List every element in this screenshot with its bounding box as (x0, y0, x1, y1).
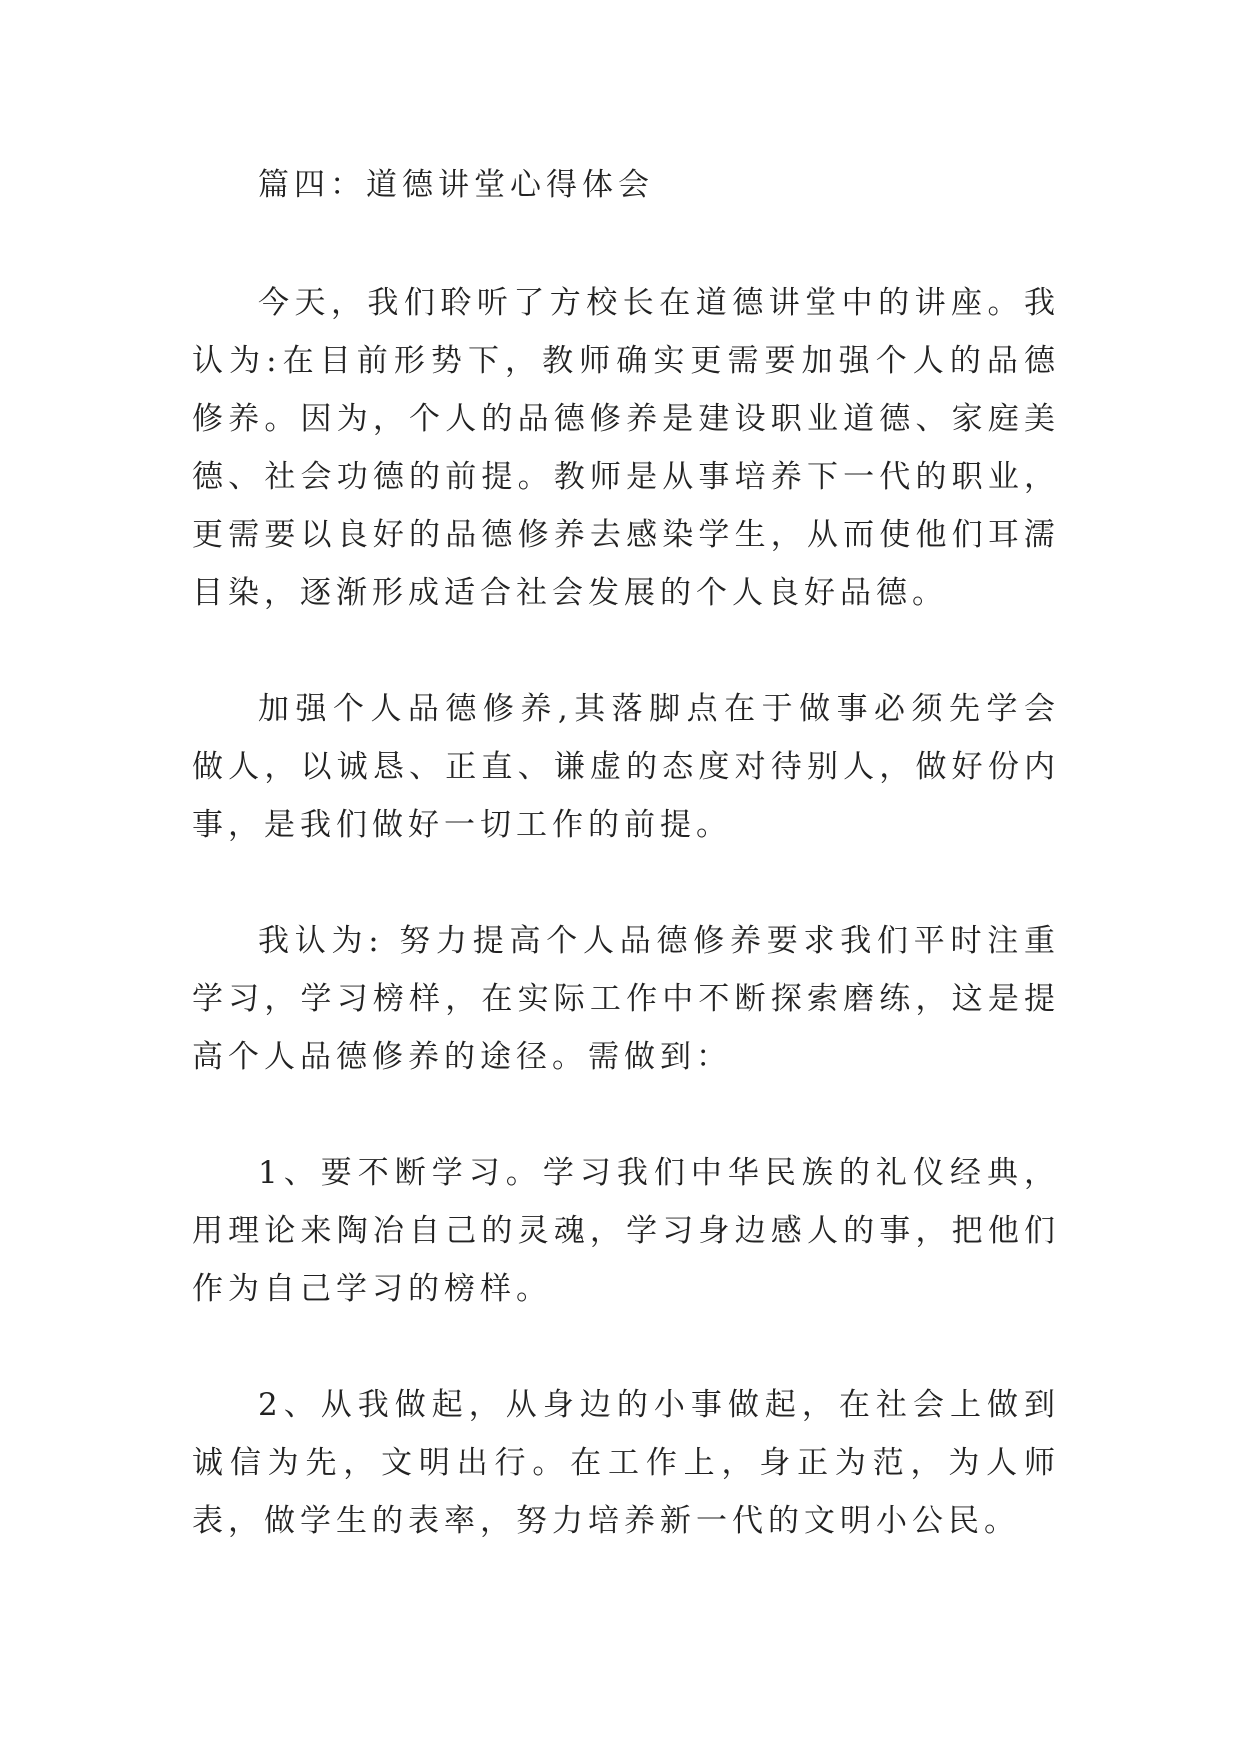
paragraph-1: 今天，我们聆听了方校长在道德讲堂中的讲座。我认为:在目前形势下，教师确实更需要加强个人的品德修养。因为，个人的品德修养是建设职业道德、家庭美德、社会功德的前提。教师是从事培养下一代的职业，更需要以良好的品德修养去感染学生，从而使他们耳濡目染，逐渐形成适合社会发展的个人良好品德。 (192, 285, 1060, 611)
spacer (192, 622, 1060, 680)
spacer (192, 1086, 1060, 1144)
spacer (192, 1318, 1060, 1376)
paragraph-5: 2、从我做起，从身边的小事做起，在社会上做到诚信为先，文明出行。在工作上，身正为范，为人师表，做学生的表率，努力培养新一代的文明小公民。 (192, 1387, 1060, 1539)
document-title: 篇四：道德讲堂心得体会 (258, 167, 654, 203)
paragraph-4: 1、要不断学习。学习我们中华民族的礼仪经典，用理论来陶冶自己的灵魂，学习身边感人的事，把他们作为自己学习的榜样。 (192, 1155, 1060, 1307)
spacer (192, 214, 1060, 274)
document-body (192, 156, 1060, 1550)
paragraph-2: 加强个人品德修养,其落脚点在于做事必须先学会做人，以诚恳、正直、谦虚的态度对待别人，做好份内事，是我们做好一切工作的前提。 (192, 691, 1060, 843)
spacer (192, 854, 1060, 912)
paragraph-3: 我认为: 努力提高个人品德修养要求我们平时注重学习，学习榜样，在实际工作中不断探索磨练，这是提高个人品德修养的途径。需做到： (192, 923, 1060, 1075)
